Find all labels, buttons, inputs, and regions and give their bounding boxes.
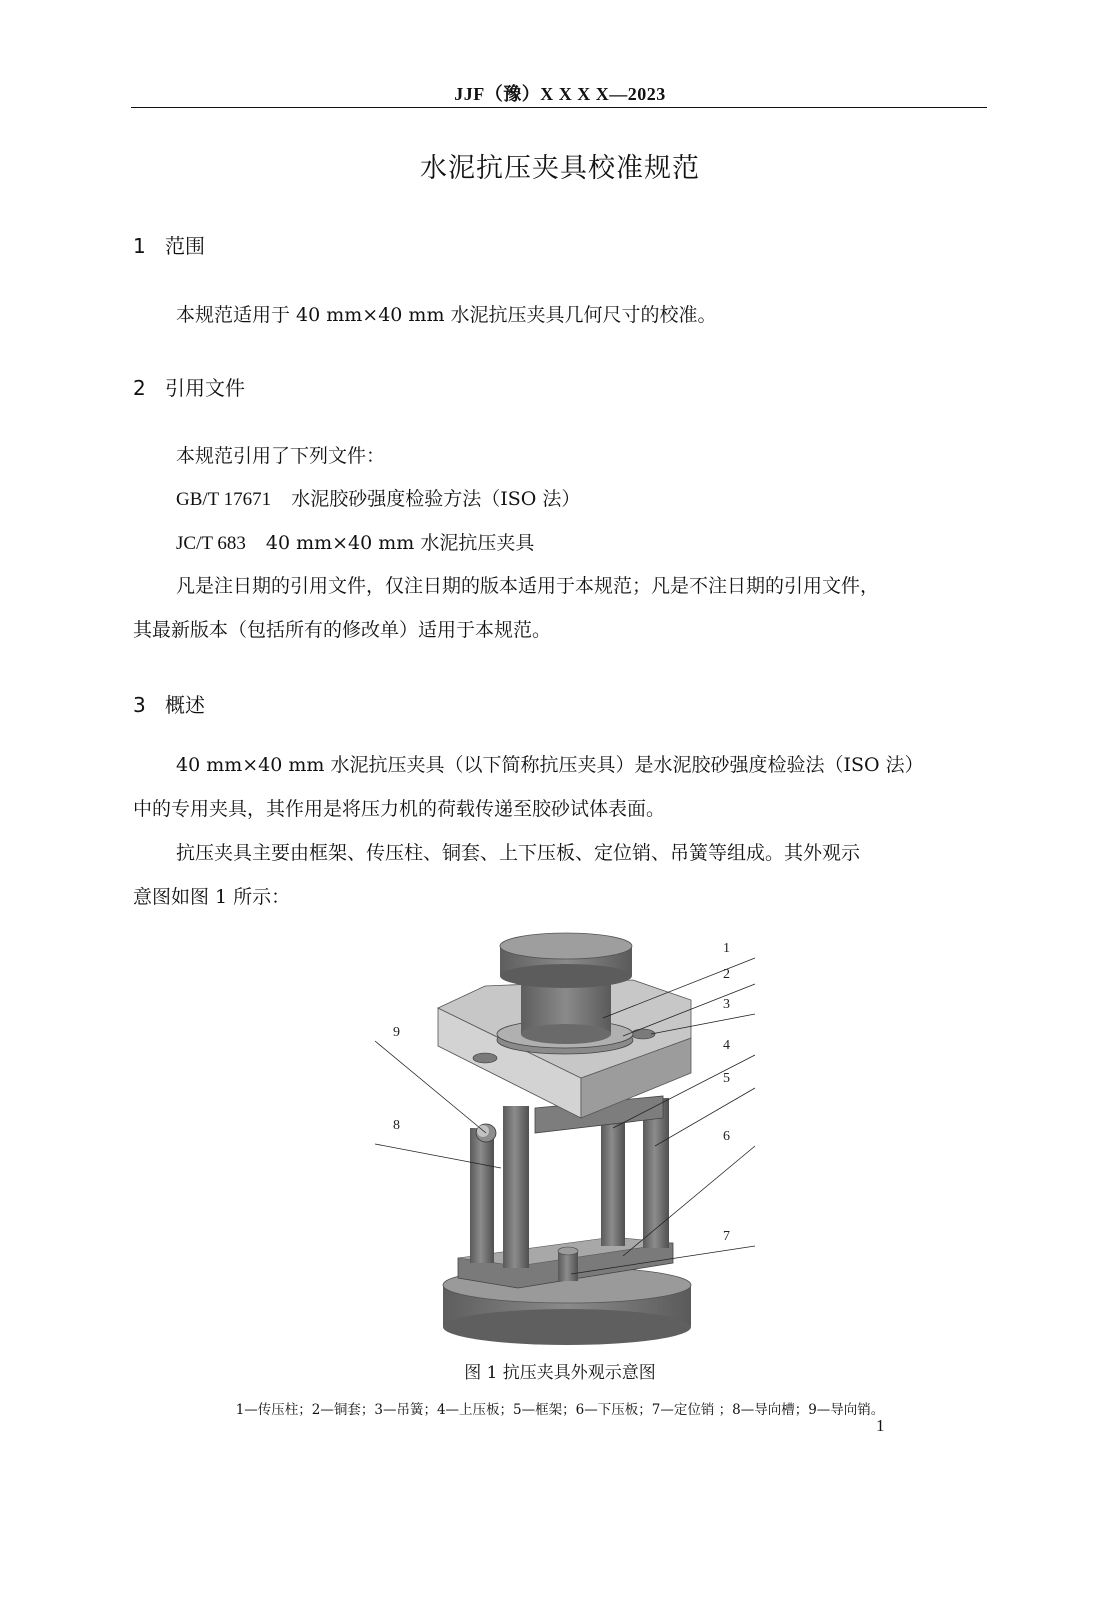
section-1-number: 1 xyxy=(133,234,146,258)
section-3-para-2-line-1: 抗压夹具主要由框架、传压柱、铜套、上下压板、定位销、吊簧等组成。其外观示 xyxy=(176,842,861,864)
section-3-title: 概述 xyxy=(165,693,205,717)
callout-4: 4 xyxy=(723,1038,730,1053)
rear-right-column xyxy=(601,1106,625,1246)
document-code-header: JJF（豫）X X X X—2023 xyxy=(454,84,666,104)
reference-title: 40 mm×40 mm 水泥抗压夹具 xyxy=(265,532,535,554)
reference-item xyxy=(176,489,580,510)
section-3-heading xyxy=(133,689,205,718)
page-number: 1 xyxy=(876,1416,885,1435)
frame-column xyxy=(643,1098,669,1248)
section-1-heading xyxy=(133,230,205,259)
callout-2: 2 xyxy=(723,967,730,982)
callout-5: 5 xyxy=(723,1071,730,1086)
section-3-para-2-line-2: 意图如图 1 所示： xyxy=(133,886,291,908)
section-2-note-line-2: 其最新版本（包括所有的修改单）适用于本规范。 xyxy=(133,619,552,641)
locating-pin xyxy=(558,1247,578,1281)
section-2-note-line-1: 凡是注日期的引用文件，仅注日期的版本适用于本规范；凡是不注日期的引用文件， xyxy=(176,575,880,597)
figure-caption: 图 1 抗压夹具外观示意图 xyxy=(464,1363,656,1383)
compression-fixture-figure xyxy=(373,928,759,1346)
reference-code: JC/T 683 xyxy=(176,533,246,554)
reference-title: 水泥胶砂强度检验方法（ISO 法） xyxy=(291,488,581,510)
section-2-number: 2 xyxy=(133,376,146,400)
spring-screw xyxy=(473,1053,497,1063)
reference-item xyxy=(176,533,534,554)
callout-9: 9 xyxy=(393,1025,400,1040)
reference-code: GB/T 17671 xyxy=(176,489,272,510)
guide-groove-column xyxy=(470,1128,494,1263)
section-3-para-1-line-1: 40 mm×40 mm 水泥抗压夹具（以下简称抗压夹具）是水泥胶砂强度检验法（ISO 法） xyxy=(176,754,924,776)
section-2-title: 引用文件 xyxy=(165,376,245,400)
section-1-title: 范围 xyxy=(165,234,205,258)
callout-8: 8 xyxy=(393,1118,400,1133)
callout-3: 3 xyxy=(723,997,730,1012)
section-2-heading xyxy=(133,372,245,401)
callout-1: 1 xyxy=(723,941,730,956)
header-rule xyxy=(131,107,987,108)
section-3-number: 3 xyxy=(133,693,146,717)
callout-7: 7 xyxy=(723,1229,730,1244)
document-title: 水泥抗压夹具校准规范 xyxy=(420,153,700,184)
figure-legend: 1—传压柱；2—铜套；3—吊簧；4—上压板；5—框架；6—下压板；7—定位销 ；8—导向槽；9—导向销。 xyxy=(235,1402,885,1418)
section-1-paragraph: 本规范适用于 40 mm×40 mm 水泥抗压夹具几何尺寸的校准。 xyxy=(176,304,717,326)
callout-6: 6 xyxy=(723,1129,730,1144)
front-left-column xyxy=(503,1106,529,1268)
section-2-intro: 本规范引用了下列文件： xyxy=(176,445,386,467)
section-3-para-1-line-2: 中的专用夹具，其作用是将压力机的荷载传递至胶砂试体表面。 xyxy=(133,798,666,820)
